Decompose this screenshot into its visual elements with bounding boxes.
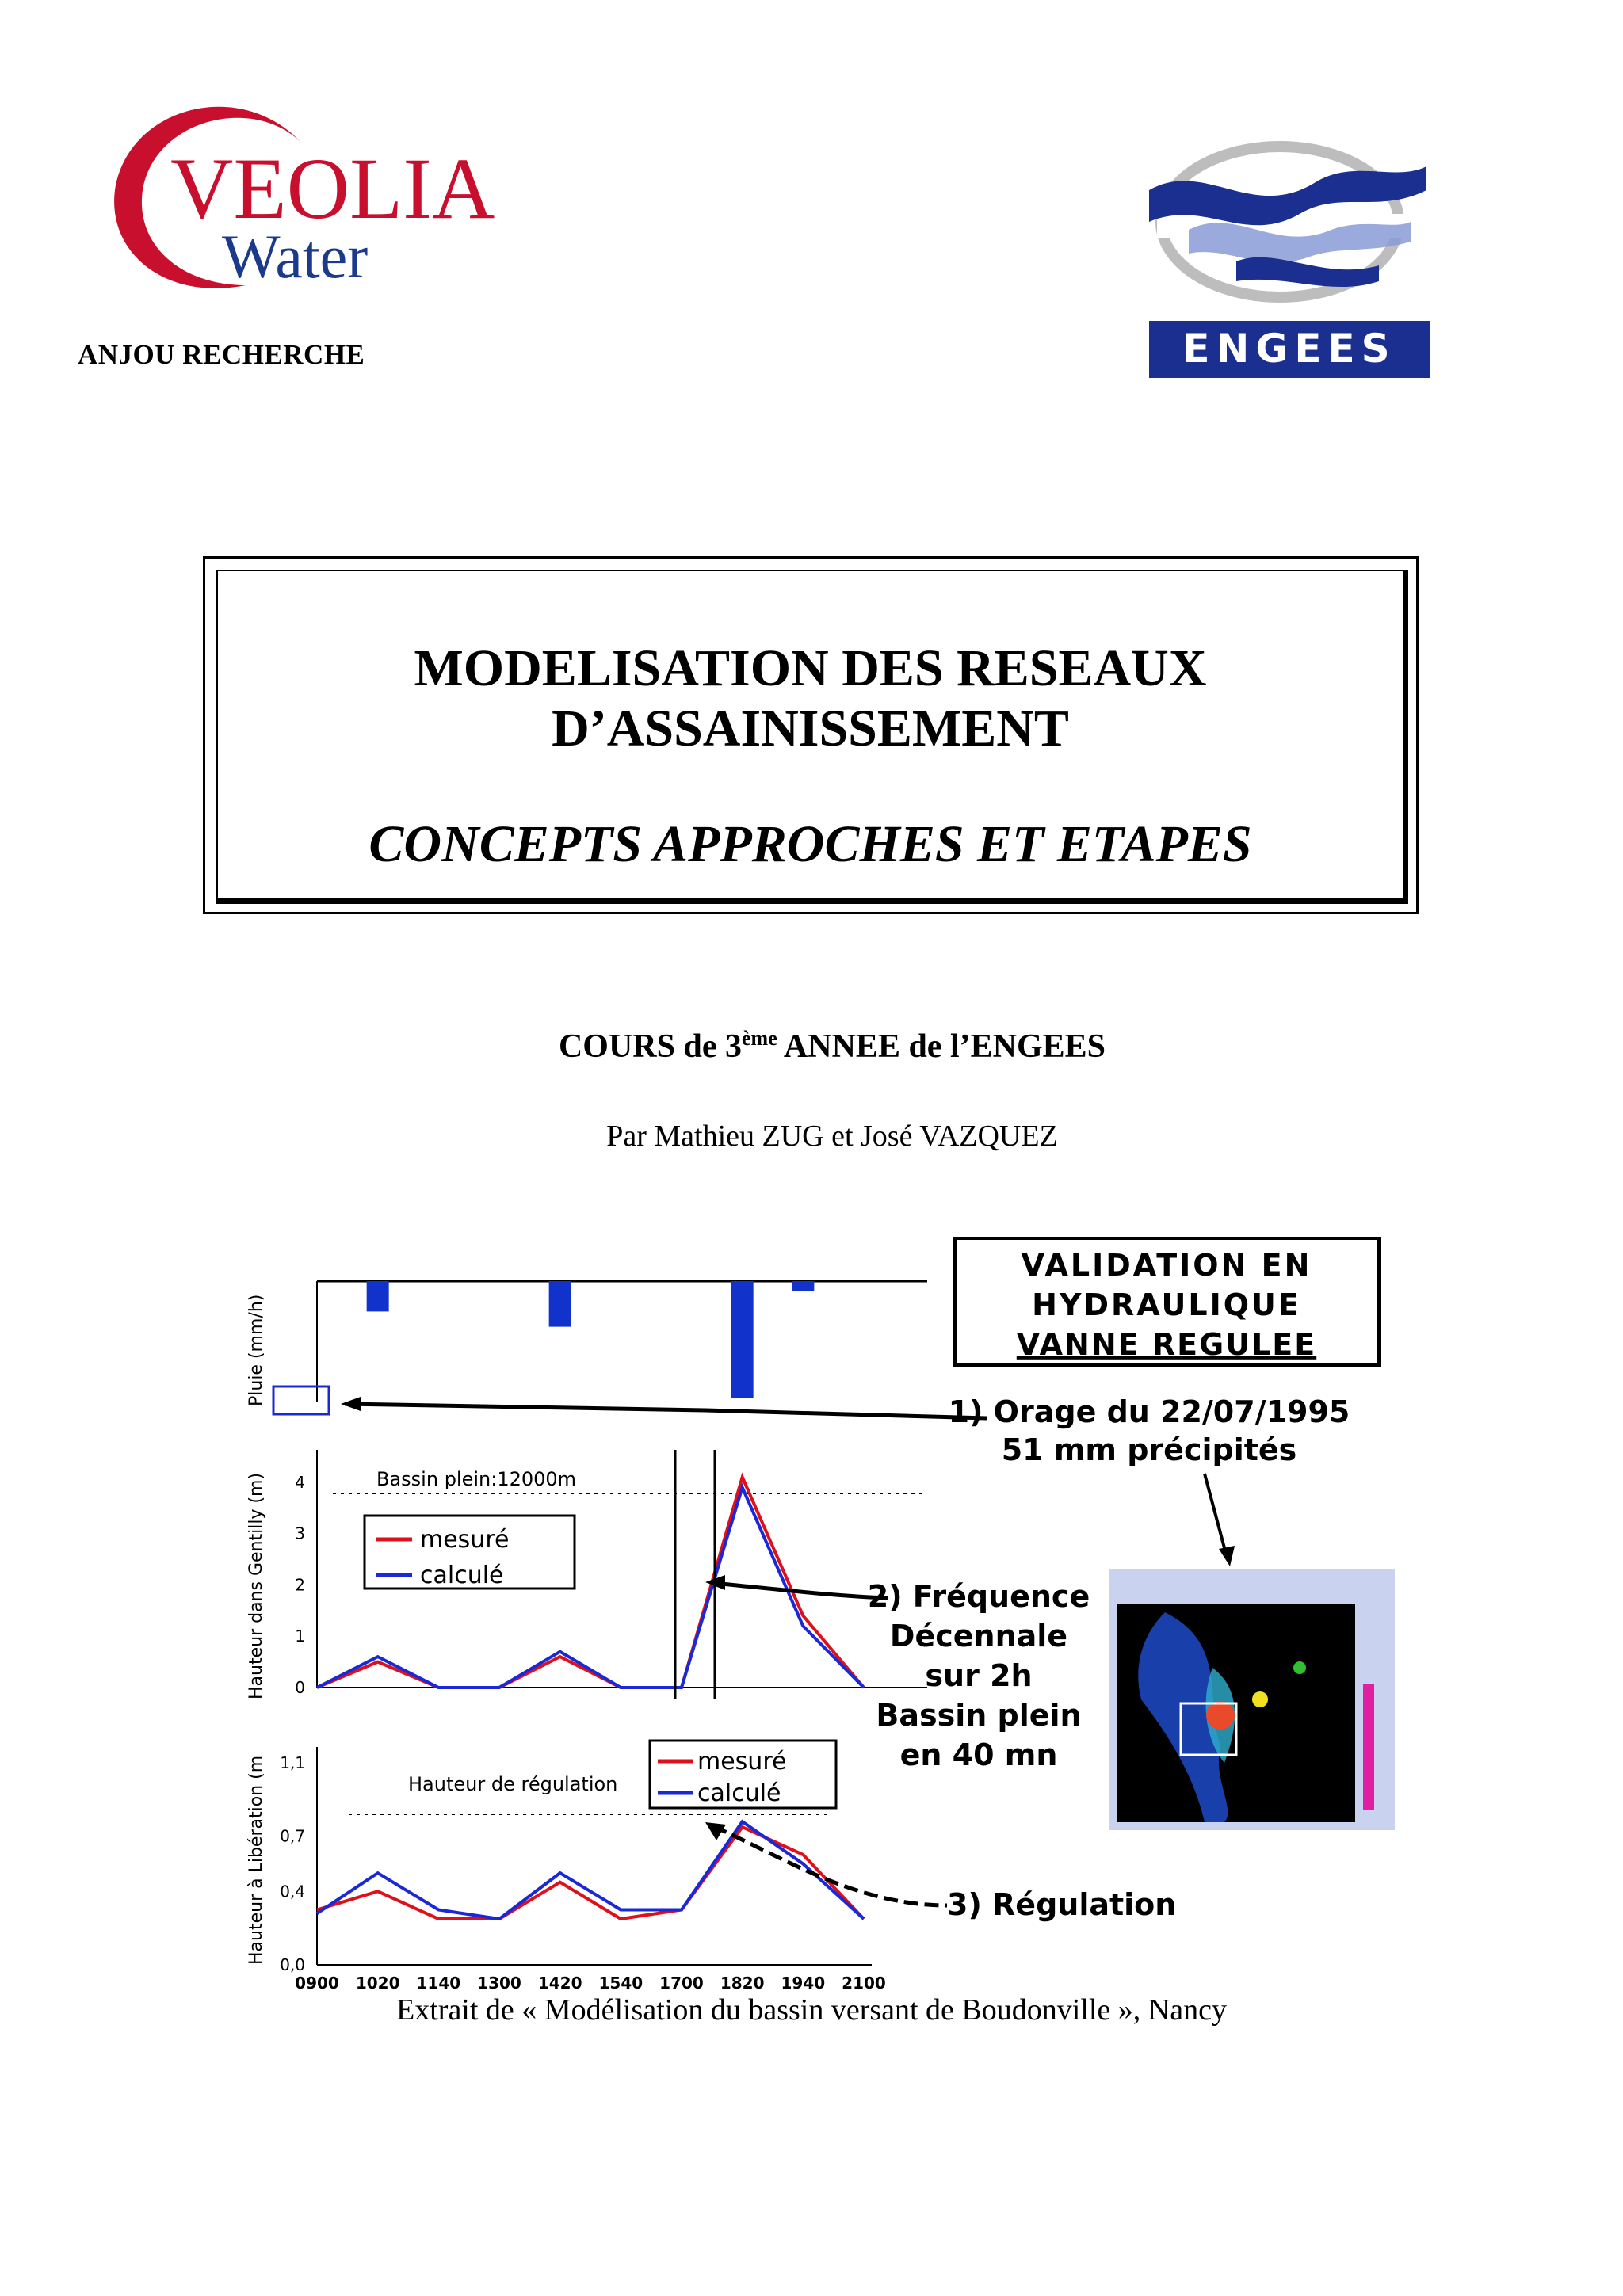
course-superscript: ème [742, 1027, 777, 1050]
ylabel-rain: Pluie (mm/h) [246, 1294, 266, 1406]
regulation-label: Hauteur de régulation [408, 1773, 618, 1795]
x-tick-label: 1540 [598, 1974, 643, 1993]
veolia-logo-icon [95, 87, 539, 317]
validation-line-2: HYDRAULIQUE [1032, 1287, 1301, 1322]
rain-bar [367, 1281, 389, 1311]
rain-highlight-box [273, 1386, 329, 1414]
legend-gentilly-measured: mesuré [420, 1526, 510, 1554]
veolia-water-text: Water [222, 222, 369, 291]
x-tick-label: 1420 [537, 1974, 582, 1993]
course-suffix: ANNEE de l’ENGEES [777, 1028, 1106, 1065]
x-ticklabels [295, 1974, 886, 1993]
rain-bar [792, 1281, 814, 1291]
ylabel-gentilly: Hauteur dans Gentilly (m) [246, 1472, 266, 1699]
x-tick-label: 1940 [781, 1974, 826, 1993]
gentilly-ytick-label: 1 [295, 1627, 305, 1646]
annotation1-map-arrow [1205, 1474, 1227, 1557]
liberation-ytick-label: 0,7 [280, 1826, 305, 1846]
bassin-plein-label: Bassin plein:12000m [376, 1468, 577, 1490]
gentilly-ytick-label: 2 [295, 1575, 305, 1595]
liberation-ytick-label: 1,1 [280, 1753, 305, 1772]
course-prefix: COURS de 3 [558, 1028, 742, 1065]
annotation2-arrow [713, 1583, 888, 1598]
liberation-computed-line [317, 1821, 864, 1919]
gentilly-ytick-label: 0 [295, 1678, 305, 1697]
veolia-brand-text: VEOLIA [170, 140, 495, 237]
ylabel-liberation: Hauteur à Libération (m [246, 1755, 266, 1965]
annotation2-line3: sur 2h [925, 1658, 1033, 1693]
liberation-yticks [280, 1753, 305, 1974]
x-tick-label: 1300 [477, 1974, 521, 1993]
x-tick-label: 1020 [355, 1974, 400, 1993]
annotation1-line1: 1) Orage du 22/07/1995 [948, 1394, 1350, 1429]
legend-liberation-computed: calculé [697, 1779, 781, 1807]
validation-line-1: VALIDATION EN [1021, 1248, 1312, 1283]
x-tick-label: 1700 [659, 1974, 704, 1993]
authors: Par Mathieu ZUG et José VAZQUEZ [606, 1119, 1058, 1153]
title-line-1: MODELISATION DES RESEAUX [414, 639, 1207, 697]
annotation1-arrow [345, 1404, 987, 1418]
annotation3-label: 3) Régulation [947, 1887, 1177, 1922]
x-tick-label: 0900 [295, 1974, 339, 1993]
annotation2-line1: 2) Fréquence [867, 1579, 1090, 1614]
annotation2-line2: Décennale [889, 1619, 1068, 1653]
gentilly-yticks [295, 1473, 305, 1697]
rain-bar [731, 1281, 754, 1398]
annotation1-arrowhead [341, 1397, 361, 1411]
gentilly-ytick-label: 4 [295, 1472, 305, 1492]
x-tick-label: 1140 [416, 1974, 461, 1993]
title-box [203, 556, 1419, 914]
course-line [0, 1027, 1623, 1066]
liberation-ytick-label: 0,0 [280, 1955, 305, 1974]
figure-caption: Extrait de « Modélisation du bassin versant de Boudonville », Nancy [396, 1993, 1227, 2027]
rain-bars [367, 1281, 815, 1398]
legend-gentilly-computed: calculé [420, 1562, 504, 1589]
annotation2-line4: Bassin plein [876, 1698, 1082, 1733]
validation-line-3: VANNE REGULEE [1016, 1327, 1317, 1362]
rain-bar [549, 1281, 571, 1327]
annotation1-line2: 51 mm précipités [1001, 1432, 1297, 1467]
radar-map [1109, 1569, 1395, 1830]
legend-liberation-measured: mesuré [697, 1748, 787, 1775]
x-tick-label: 2100 [842, 1974, 886, 1993]
title-line-2: D’ASSAINISSEMENT [552, 700, 1069, 757]
annotation2-line5: en 40 mn [899, 1737, 1058, 1772]
annotation3-arrow [713, 1826, 947, 1905]
engees-logo-icon [1141, 135, 1434, 380]
engees-logo-text: ENGEES [1182, 326, 1396, 372]
hydraulic-validation-figure [230, 1224, 1403, 1997]
org-label: ANJOU RECHERCHE [78, 339, 365, 370]
liberation-ytick-label: 0,4 [280, 1882, 305, 1901]
annotation1-map-arrowhead [1219, 1546, 1235, 1566]
liberation-measured-line [317, 1827, 864, 1919]
x-tick-label: 1820 [720, 1974, 765, 1993]
gentilly-ytick-label: 3 [295, 1524, 305, 1543]
subtitle: CONCEPTS APPROCHES ET ETAPES [369, 815, 1252, 873]
